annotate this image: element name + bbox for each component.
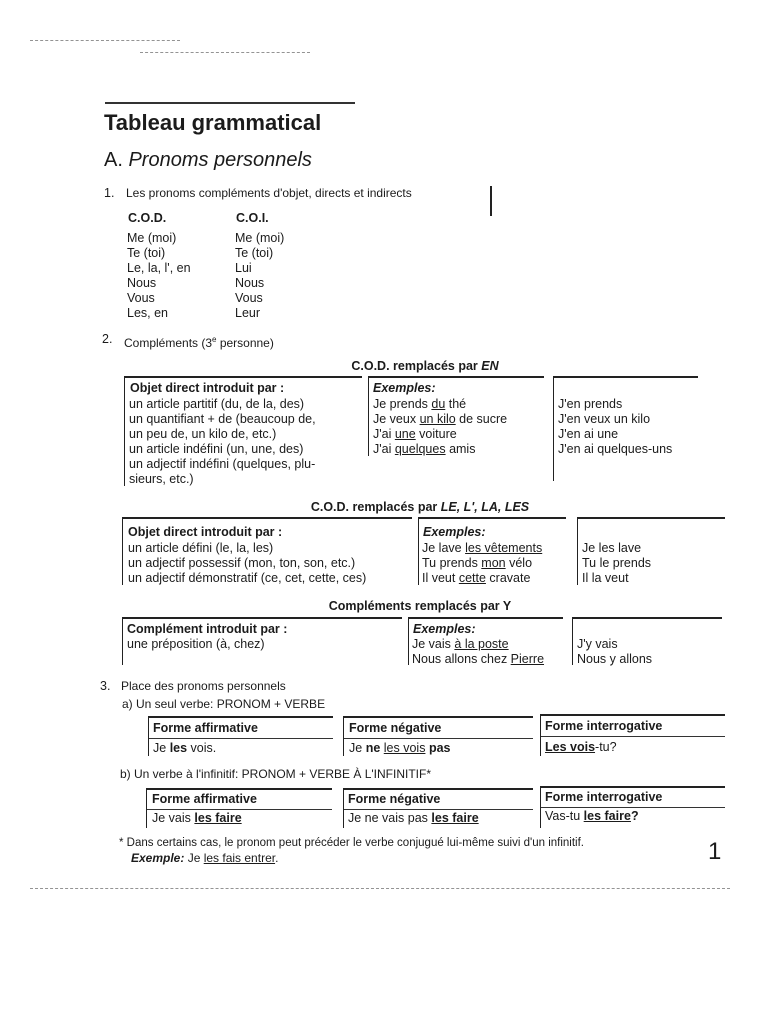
table-rule — [148, 738, 333, 739]
text-fragment: les faire — [583, 809, 631, 823]
b-negative — [348, 811, 479, 826]
table-border — [124, 376, 125, 486]
le-example — [422, 541, 542, 556]
en-col1-line: un article indéfini (un, une, des) — [129, 442, 304, 456]
en-col2-rule — [368, 376, 544, 378]
coi-item: Te (toi) — [235, 246, 274, 260]
item2-text: Compléments (3e personne) — [124, 335, 274, 350]
text-fragment: mon — [481, 556, 506, 570]
le-col3-line: Tu le prends — [582, 556, 652, 570]
text-fragment: LE, L', LA, LES — [440, 500, 530, 514]
le-example — [422, 556, 542, 571]
text-fragment: cravate — [485, 571, 531, 585]
en-example — [373, 412, 507, 427]
text-fragment: un kilo — [419, 412, 456, 426]
text-fragment: J'ai — [373, 442, 395, 456]
header-rule — [105, 102, 355, 104]
table-rule — [540, 807, 725, 808]
text-fragment: Nous allons chez — [412, 652, 511, 666]
text-fragment: ne — [365, 741, 381, 755]
y-example — [412, 637, 544, 652]
text-fragment: les faire — [431, 811, 479, 825]
le-col3-line: Je les lave — [582, 541, 642, 555]
text-fragment: Je ne vais pas — [348, 811, 432, 825]
a-header-interrogative: Forme interrogative — [545, 719, 663, 733]
b-header-affirmative: Forme affirmative — [152, 792, 257, 806]
en-col3-line: J'en veux un kilo — [558, 412, 651, 426]
table-border — [148, 716, 149, 756]
table-border — [572, 617, 573, 665]
table-border — [343, 788, 344, 828]
text-fragment: amis — [445, 442, 476, 456]
en-col1-line: un peu de, un kilo de, etc.) — [129, 427, 277, 441]
text-fragment: Tu prends — [422, 556, 482, 570]
item3-text: Place des pronoms personnels — [121, 679, 286, 693]
le-col3-rule — [577, 517, 725, 519]
text-fragment: les fais entrer — [203, 851, 276, 865]
text-fragment: à la poste — [454, 637, 509, 651]
text-fragment: de sucre — [455, 412, 508, 426]
table-rule — [540, 736, 725, 737]
text-fragment: Je — [349, 741, 366, 755]
en-col1-line: un adjectif indéfini (quelques, plu- — [129, 457, 316, 471]
le-col3-line: Il la veut — [582, 571, 629, 585]
table-rule — [343, 716, 533, 718]
text-fragment: quelques — [394, 442, 446, 456]
item1-text: Les pronoms compléments d'objet, directs et indirects — [126, 186, 412, 200]
en-col3-line: J'en ai quelques-uns — [558, 442, 673, 456]
table-rule — [540, 714, 725, 716]
text-fragment: personne) — [216, 336, 274, 350]
text-fragment: pas — [428, 741, 451, 755]
text-fragment: J'ai — [373, 427, 395, 441]
table-border — [540, 714, 541, 756]
item3b-label: b) Un verbe à l'infinitif: PRONOM + VERBE À L'INFINITIF* — [120, 767, 431, 781]
text-fragment: Compléments (3 — [124, 336, 213, 350]
coi-header: C.O.I. — [236, 211, 269, 225]
a-affirmative — [153, 741, 216, 756]
text-fragment: vois. — [187, 741, 217, 755]
table-border — [368, 376, 369, 456]
y-col3-line: J'y vais — [577, 637, 618, 651]
table-rule — [146, 809, 332, 810]
section-title — [104, 148, 312, 172]
le-col1-line: un adjectif possessif (mon, ton, son, etc.) — [128, 556, 356, 570]
text-fragment: les vois — [383, 741, 426, 755]
cod-header: C.O.D. — [128, 211, 167, 225]
page-number: 1 — [708, 838, 722, 865]
text-fragment: Je lave — [422, 541, 466, 555]
en-col1-line: un quantifiant + de (beaucoup de, — [129, 412, 316, 426]
le-col2-header: Exemples: — [423, 525, 486, 539]
cod-item: Me (moi) — [127, 231, 177, 245]
en-examples — [373, 397, 507, 457]
footnote-text: * Dans certains cas, le pronom peut précéder le verbe conjugué lui-même suivi d'un infinitif. — [119, 837, 584, 849]
y-col1-header: Complément introduit par : — [127, 622, 288, 636]
y-col3-list — [577, 637, 652, 667]
scan-artifact — [140, 52, 310, 53]
text-fragment: Je vais — [152, 811, 195, 825]
en-col1-list — [129, 397, 316, 487]
text-fragment: Je — [184, 851, 204, 865]
cod-item: Te (toi) — [127, 246, 166, 260]
table-border — [553, 376, 554, 481]
en-example — [373, 397, 507, 412]
text-fragment: -tu? — [595, 740, 617, 754]
a-negative — [349, 741, 450, 756]
table-border — [146, 788, 147, 828]
y-col1-list — [127, 637, 265, 652]
coi-item: Vous — [235, 291, 263, 305]
y-example — [412, 652, 544, 667]
text-fragment: du — [431, 397, 446, 411]
b-affirmative — [152, 811, 242, 826]
en-col1-line: sieurs, etc.) — [129, 472, 194, 486]
le-examples — [422, 541, 542, 586]
text-fragment: les faire — [194, 811, 242, 825]
text-fragment: vélo — [505, 556, 533, 570]
text-fragment: Les vois — [545, 740, 596, 754]
y-col2-rule — [408, 617, 563, 619]
en-col3-list — [558, 397, 672, 457]
coi-item: Me (moi) — [235, 231, 285, 245]
item3a-label: a) Un seul verbe: PRONOM + VERBE — [122, 697, 326, 711]
margin-mark — [490, 186, 492, 216]
le-col2-rule — [418, 517, 566, 519]
le-col1-header: Objet direct introduit par : — [128, 525, 283, 539]
text-fragment: Il veut — [422, 571, 459, 585]
y-col1-rule — [122, 617, 402, 619]
cod-item: Le, la, l', en — [127, 261, 191, 275]
text-fragment: Exemple: — [131, 851, 185, 865]
table-rule — [146, 788, 332, 790]
cod-item: Vous — [127, 291, 155, 305]
b-header-negative: Forme négative — [348, 792, 441, 806]
text-fragment: EN — [481, 359, 499, 373]
coi-item: Nous — [235, 276, 265, 290]
section-letter: A. — [104, 149, 123, 171]
b-interrogative — [545, 809, 639, 824]
table-border — [122, 617, 123, 665]
a-header-negative: Forme négative — [349, 721, 442, 735]
text-fragment: Je veux — [373, 412, 420, 426]
item1-number: 1. — [104, 186, 115, 200]
text-fragment: thé — [445, 397, 467, 411]
en-col1-line: un article partitif (du, de la, des) — [129, 397, 305, 411]
text-fragment: une — [394, 427, 416, 441]
le-col1-list — [128, 541, 366, 586]
en-heading — [300, 359, 550, 373]
en-col3-rule — [553, 376, 698, 378]
cod-item: Les, en — [127, 306, 169, 320]
en-col1-header: Objet direct introduit par : — [130, 381, 285, 395]
text-fragment: C.O.D. remplacés par — [351, 359, 482, 373]
text-fragment: cette — [458, 571, 486, 585]
table-border — [343, 716, 344, 756]
table-border — [418, 517, 419, 585]
b-header-interrogative: Forme interrogative — [545, 790, 663, 804]
y-col3-line: Nous y allons — [577, 652, 653, 666]
le-col1-line: un article défini (le, la, les) — [128, 541, 274, 555]
y-col3-rule — [572, 617, 722, 619]
cod-item: Nous — [127, 276, 157, 290]
scan-artifact — [30, 888, 730, 889]
footnote-example — [131, 851, 278, 866]
text-fragment: C.O.D. remplacés par — [310, 500, 441, 514]
a-header-affirmative: Forme affirmative — [153, 721, 258, 735]
le-heading — [270, 500, 570, 514]
y-col1-line: une préposition (à, chez) — [127, 637, 265, 651]
item3-number: 3. — [100, 679, 111, 693]
section-name: Pronoms personnels — [128, 149, 312, 171]
text-fragment: voiture — [415, 427, 457, 441]
coi-item: Lui — [235, 261, 252, 275]
text-fragment: ? — [630, 809, 639, 823]
text-fragment: les vêtements — [465, 541, 543, 555]
en-col3-line: J'en prends — [558, 397, 623, 411]
page-title: Tableau grammatical — [104, 110, 322, 135]
table-rule — [148, 716, 333, 718]
text-fragment: . — [275, 851, 279, 865]
y-examples — [412, 637, 544, 667]
le-col3-list — [582, 541, 651, 586]
en-col2-header: Exemples: — [373, 381, 436, 395]
a-interrogative — [545, 740, 617, 755]
table-rule — [343, 738, 533, 739]
table-border — [540, 786, 541, 828]
coi-list — [235, 231, 284, 321]
y-heading: Compléments remplacés par Y — [328, 599, 512, 613]
en-example — [373, 442, 507, 457]
y-col2-header: Exemples: — [413, 622, 476, 636]
table-border — [408, 617, 409, 665]
text-fragment: Vas-tu — [545, 809, 584, 823]
table-border — [577, 517, 578, 585]
le-col1-line: un adjectif démonstratif (ce, cet, cette, ces) — [128, 571, 367, 585]
text-fragment: Pierre — [510, 652, 545, 666]
scan-artifact — [30, 40, 180, 41]
en-col3-line: J'en ai une — [558, 427, 619, 441]
table-border — [122, 517, 123, 585]
coi-item: Leur — [235, 306, 261, 320]
text-fragment: Je vais — [412, 637, 455, 651]
cod-list — [127, 231, 191, 321]
en-example — [373, 427, 507, 442]
text-fragment: Je — [153, 741, 170, 755]
table-rule — [540, 786, 725, 788]
en-col1-rule — [124, 376, 362, 378]
le-col1-rule — [122, 517, 412, 519]
item2-number: 2. — [102, 332, 113, 346]
text-fragment: les — [169, 741, 188, 755]
le-example — [422, 571, 542, 586]
table-rule — [343, 809, 533, 810]
table-rule — [343, 788, 533, 790]
text-fragment: Je prends — [373, 397, 432, 411]
